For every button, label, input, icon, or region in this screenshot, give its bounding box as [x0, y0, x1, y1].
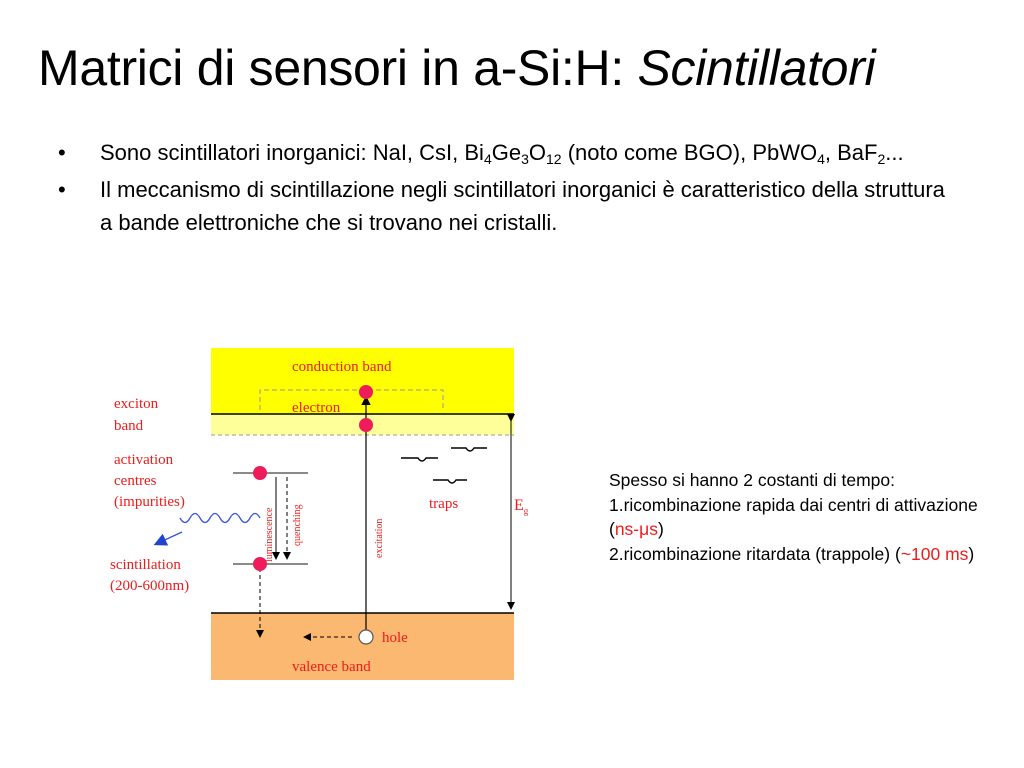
electron-label: electron: [292, 400, 341, 416]
bullet-text-part: O: [528, 140, 547, 165]
valence-band-label: valence band: [292, 659, 371, 675]
luminescence-label: luminescence: [264, 507, 275, 562]
electron-dot: [359, 418, 373, 432]
bullet-item: [58, 136, 958, 169]
scintillation-photon-arrow: [156, 532, 182, 544]
bullet-text: Il meccanismo di scintillazione negli scintillatori inorganici è caratteristico della struttura a bande elettroniche che si trovano nei cristalli.: [100, 177, 945, 235]
hole-label: hole: [382, 630, 408, 646]
eg-label: [514, 497, 529, 516]
excitation-label: excitation: [374, 518, 385, 558]
exciton-band-label-2: band: [114, 418, 144, 434]
side-note-line: Spesso si hanno 2 costanti di tempo:: [609, 470, 896, 490]
activation-electron-dot: [253, 466, 267, 480]
slide-title: [38, 38, 875, 98]
traps-label: traps: [429, 496, 459, 512]
subscript: 3: [521, 151, 529, 167]
activation-label-1: activation: [114, 452, 174, 468]
subscript: 4: [817, 151, 825, 167]
scintillation-label-2: (200-600nm): [110, 578, 190, 594]
conduction-band: [211, 348, 514, 414]
subscript: 4: [483, 151, 492, 167]
side-note-text: ): [657, 519, 664, 539]
side-note-text: 2.ricombinazione ritardata (trappole) (: [609, 543, 901, 564]
subscript: 12: [546, 151, 562, 167]
title-italic: Scintillatori: [637, 40, 876, 96]
side-note-line: [609, 493, 1009, 542]
side-note: [609, 468, 1009, 566]
scintillation-label-1: scintillation: [110, 557, 181, 573]
activation-label-2: centres: [114, 473, 157, 489]
bullet-text-part: ...: [885, 140, 904, 165]
title-main: Matrici di sensori in a-Si:H:: [38, 40, 638, 96]
bullet-text-part: (noto come BGO), PbWO: [561, 140, 818, 165]
side-note-line: [609, 542, 1009, 567]
bullet-text-part: Sono scintillatori inorganici: NaI, CsI, Bi: [100, 140, 484, 165]
side-note-highlight: ns-μs: [614, 519, 658, 539]
bullet-text-part: Ge: [491, 140, 522, 165]
trap-level: [433, 480, 467, 483]
bullet-list: [58, 136, 958, 243]
band-structure-diagram: [100, 340, 540, 690]
electron-dot: [359, 385, 373, 399]
quenching-label: quenching: [292, 504, 303, 546]
side-note-text: 1.ricombinazione rapida dai centri di attivazione (: [609, 494, 978, 539]
trap-level: [451, 448, 487, 451]
bullet-marker: •: [58, 177, 66, 202]
side-note-text: ): [968, 543, 975, 564]
bullet-marker: •: [58, 140, 66, 165]
eg-main: E: [514, 497, 524, 514]
eg-sub: g: [523, 506, 529, 516]
scintillation-photon-wave: [180, 514, 260, 523]
side-note-highlight: ~100 ms: [900, 543, 969, 564]
activation-label-3: (impurities): [114, 494, 185, 510]
subscript: 2: [877, 151, 886, 167]
bullet-item: [58, 173, 958, 239]
exciton-band-label-1: exciton: [114, 396, 159, 412]
trap-level: [401, 458, 438, 461]
bullet-text-part: , BaF: [824, 140, 878, 165]
hole-dot: [359, 630, 373, 644]
conduction-band-label: conduction band: [292, 359, 392, 375]
